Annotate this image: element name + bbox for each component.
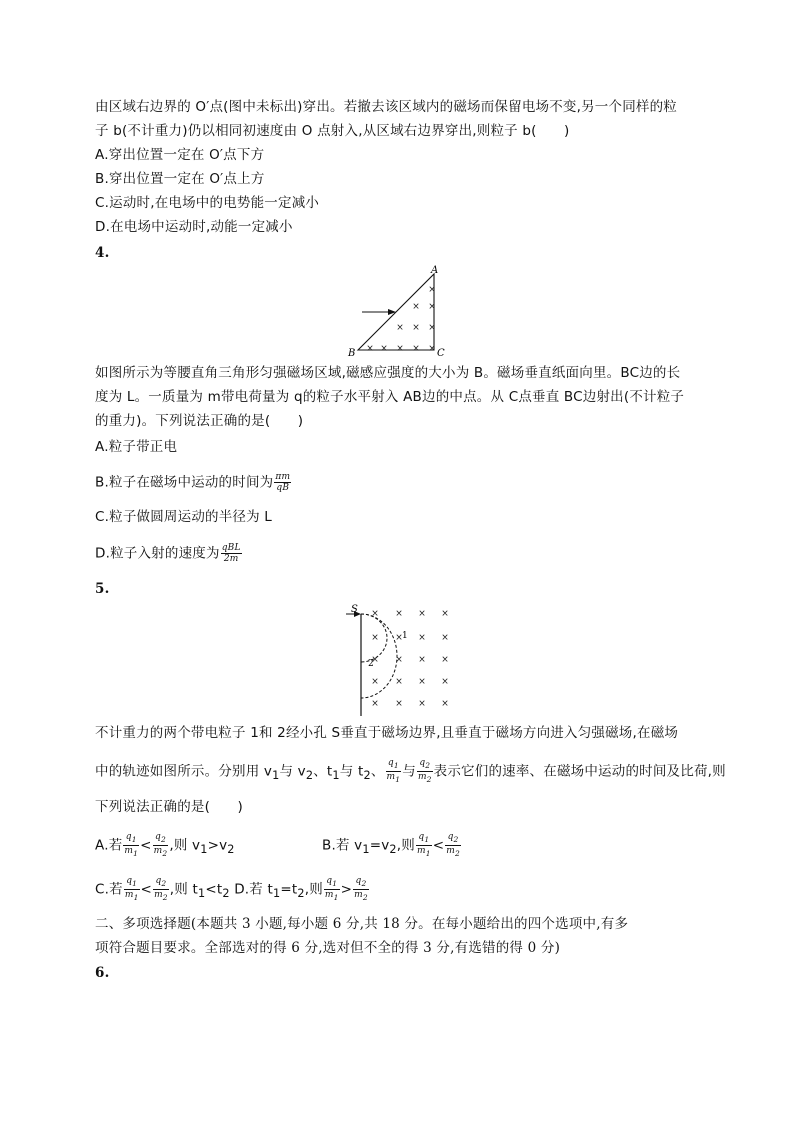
svg-text:×: ×	[441, 609, 449, 619]
svg-text:×: ×	[418, 655, 426, 665]
svg-text:×: ×	[371, 655, 379, 665]
q5-stem-line-1: 不计重力的两个带电粒子 1和 2经小孔 S垂直于磁场边界,且垂直于磁场方向进入匀强磁场,在磁场	[95, 725, 679, 741]
q4-option-c: C.粒子做圆周运动的半径为 L	[95, 509, 273, 525]
svg-text:×: ×	[428, 302, 436, 312]
svg-text:×: ×	[366, 344, 374, 354]
section-2-heading-line-2: 项符合题目要求。全部选对的得 6 分,选对但不全的得 3 分,有选错的得 0 分)	[95, 940, 561, 956]
svg-text:×: ×	[418, 699, 426, 709]
svg-text:×: ×	[418, 633, 426, 643]
q5-magnetic-field-figure	[344, 600, 456, 718]
svg-text:×: ×	[428, 344, 436, 354]
section-2-heading-line-1: 二、多项选择题(本题共 3 小题,每小题 6 分,共 18 分。在每小题给出的四个选项中,有多	[95, 916, 629, 932]
svg-text:×: ×	[441, 655, 449, 665]
q4-stem-line-1: 如图所示为等腰直角三角形匀强磁场区域,磁感应强度的大小为 B。磁场垂直纸面向里。BC边的长	[95, 365, 681, 381]
q6-number: 6.	[95, 965, 110, 981]
label-c: C	[437, 348, 445, 359]
svg-text:×: ×	[395, 677, 403, 687]
q4-option-a: A.粒子带正电	[95, 439, 178, 455]
svg-text:×: ×	[371, 677, 379, 687]
svg-text:×: ×	[418, 609, 426, 619]
q5-number: 5.	[95, 581, 110, 597]
svg-text:×: ×	[371, 699, 379, 709]
svg-text:×: ×	[371, 633, 379, 643]
svg-text:×: ×	[395, 655, 403, 665]
svg-text:×: ×	[428, 323, 436, 333]
q3-option-c: C.运动时,在电场中的电势能一定减小	[95, 195, 320, 211]
svg-text:×: ×	[412, 302, 420, 312]
svg-text:×: ×	[441, 677, 449, 687]
q5-option-b: B.若 $v_1=v_2$,则 $\frac{q_1}{m_1}$ < $\frac{q_2}{m_2}$	[322, 832, 460, 858]
label-2: 2	[368, 659, 374, 669]
q5-options-c-d: C.若 $\frac{q_1}{m_1}$ < $\frac{q_2}{m_2}$ ,则 $t_1<t_2$ D.若 $t_1=t_2$,则 $\frac{q_1}{m_1}$ > $\frac{q_2}{m_2}$	[95, 876, 368, 902]
svg-text:×: ×	[428, 285, 436, 295]
q5-option-a: A.若 $\frac{q_1}{m_1}$ < $\frac{q_2}{m_2}$ ,则 $v_1>v_2$	[95, 832, 235, 858]
q5-stem-line-2: 中的轨迹如图所示。分别用 $v_1$与 $v_2$、$t_1$与 $t_2$、 $\frac{q_1}{m_1}$ 与 $\frac{q_2}{m_2}$ 表示它们的速率、在磁场中运动的时间及比荷,则	[95, 758, 726, 784]
q3-stem-line-2: 子 b(不计重力)仍以相同初速度由 O 点射入,从区域右边界穿出,则粒子 b( )	[95, 123, 570, 139]
q4-triangle-figure	[340, 262, 460, 362]
svg-text:×: ×	[380, 344, 388, 354]
svg-text:×: ×	[371, 609, 379, 619]
svg-text:×: ×	[412, 344, 420, 354]
q4-stem-line-3: 的重力)。下列说法正确的是( )	[95, 413, 304, 429]
svg-text:×: ×	[395, 609, 403, 619]
svg-text:×: ×	[395, 633, 403, 643]
svg-text:×: ×	[418, 677, 426, 687]
label-b: B	[348, 348, 356, 359]
svg-text:×: ×	[396, 323, 404, 333]
svg-text:×: ×	[441, 633, 449, 643]
label-1: 1	[402, 631, 408, 641]
svg-text:×: ×	[412, 323, 420, 333]
q3-option-a: A.穿出位置一定在 O′点下方	[95, 147, 265, 163]
label-s: S	[351, 604, 358, 615]
q4-number: 4.	[95, 245, 110, 261]
svg-text:×: ×	[396, 344, 404, 354]
q5-stem-line-3: 下列说法正确的是( )	[95, 799, 243, 815]
q3-stem-line-1: 由区域右边界的 O′点(图中未标出)穿出。若撤去该区域内的磁场而保留电场不变,另一个同样的粒	[95, 99, 678, 115]
q3-option-b: B.穿出位置一定在 O′点上方	[95, 171, 265, 187]
svg-text:×: ×	[441, 699, 449, 709]
q4-option-b: B.粒子在磁场中运动的时间为 $\frac{\pi m}{qB}$	[95, 472, 291, 493]
q3-option-d: D.在电场中运动时,动能一定减小	[95, 219, 293, 235]
q4-option-d: D.粒子入射的速度为 $\frac{\text{qBL}}{2m}$	[95, 543, 241, 564]
svg-text:×: ×	[395, 699, 403, 709]
q4-stem-line-2: 度为 L。一质量为 m带电荷量为 q的粒子水平射入 AB边的中点。从 C点垂直 BC边射出(不计粒子	[95, 389, 685, 405]
label-a: A	[431, 265, 439, 276]
